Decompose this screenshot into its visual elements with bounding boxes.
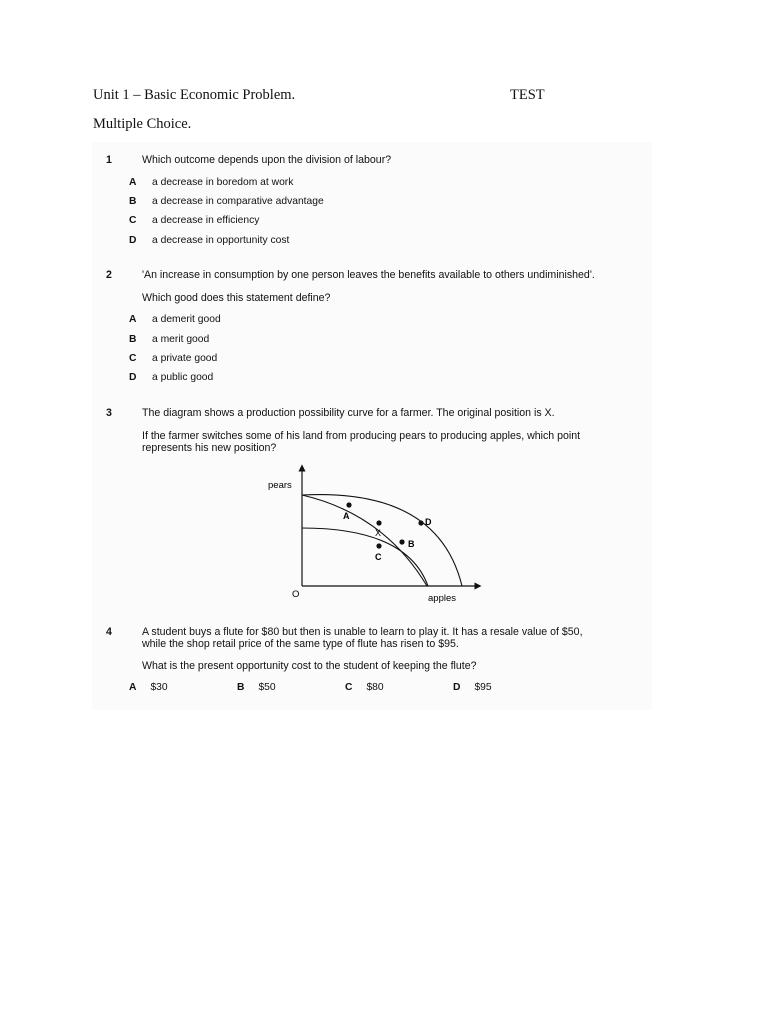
option-1b[interactable] (129, 196, 629, 210)
option-letter: B (237, 682, 245, 693)
question-stem: Which outcome depends upon the division of labour? (142, 154, 392, 166)
question-prompt-line-2: represents his new position? (142, 442, 277, 454)
point-b (399, 539, 404, 544)
option-text: a public good (152, 372, 214, 383)
question-number: 4 (106, 626, 112, 638)
option-letter: C (129, 215, 137, 226)
point-a (346, 502, 351, 507)
point-c (376, 543, 381, 548)
option-text: a merit good (152, 334, 210, 345)
question-number: 1 (106, 154, 112, 166)
point-b-label: B (408, 539, 415, 549)
question-number: 3 (106, 407, 112, 419)
option-text: $80 (366, 682, 384, 693)
ppc-diagram (262, 462, 484, 606)
question-stem-line-2: while the shop retail price of the same type of flute has risen to $95. (142, 638, 459, 650)
y-axis-label: pears (268, 480, 292, 491)
option-letter: A (129, 314, 137, 325)
document-header (93, 87, 563, 107)
point-x-label: X (375, 528, 382, 538)
option-letter: A (129, 177, 137, 188)
option-1c[interactable] (129, 215, 629, 229)
option-text: a private good (152, 353, 218, 364)
option-4c[interactable] (345, 682, 384, 693)
point-d (418, 520, 423, 525)
point-d-label: D (425, 517, 432, 527)
option-letter: A (129, 682, 137, 693)
test-label: TEST (510, 87, 545, 103)
point-a-label: A (343, 511, 350, 521)
option-4d[interactable] (453, 682, 492, 693)
question-stem: 'An increase in consumption by one person leaves the benefits available to others undiminished'. (142, 269, 595, 281)
option-2a[interactable] (129, 314, 629, 328)
section-heading: Multiple Choice. (93, 116, 192, 132)
option-2c[interactable] (129, 353, 629, 367)
question-stem: The diagram shows a production possibility curve for a farmer. The original position is X. (142, 407, 555, 419)
option-letter: C (129, 353, 137, 364)
option-text: a decrease in comparative advantage (152, 196, 324, 207)
option-text: $50 (258, 682, 276, 693)
option-1a[interactable] (129, 177, 629, 191)
option-1d[interactable] (129, 235, 629, 249)
option-text: $95 (474, 682, 492, 693)
option-text: a decrease in boredom at work (152, 177, 294, 188)
option-letter: B (129, 196, 137, 207)
x-axis-label: apples (428, 593, 456, 604)
option-text: a decrease in efficiency (152, 215, 260, 226)
question-prompt: What is the present opportunity cost to the student of keeping the flute? (142, 660, 477, 672)
question-prompt-line-1: If the farmer switches some of his land from producing pears to producing apples, which point (142, 430, 581, 442)
question-prompt: Which good does this statement define? (142, 292, 331, 304)
option-letter: D (129, 372, 137, 383)
option-4b[interactable] (237, 682, 276, 693)
option-letter: D (129, 235, 137, 246)
point-x (376, 520, 381, 525)
option-text: $30 (150, 682, 168, 693)
ppc-inner-curve (302, 528, 428, 586)
option-2d[interactable] (129, 372, 629, 386)
option-4a[interactable] (129, 682, 168, 693)
origin-label: O (292, 589, 300, 600)
option-text: a decrease in opportunity cost (152, 235, 290, 246)
option-letter: D (453, 682, 461, 693)
option-text: a demerit good (152, 314, 221, 325)
option-letter: C (345, 682, 353, 693)
option-2b[interactable] (129, 334, 629, 348)
question-stem-line-1: A student buys a flute for $80 but then is unable to learn to play it. It has a resale value of $50, (142, 626, 583, 638)
document-title: Unit 1 – Basic Economic Problem. (93, 87, 296, 103)
option-letter: B (129, 334, 137, 345)
question-number: 2 (106, 269, 112, 281)
point-c-label: C (375, 552, 382, 562)
